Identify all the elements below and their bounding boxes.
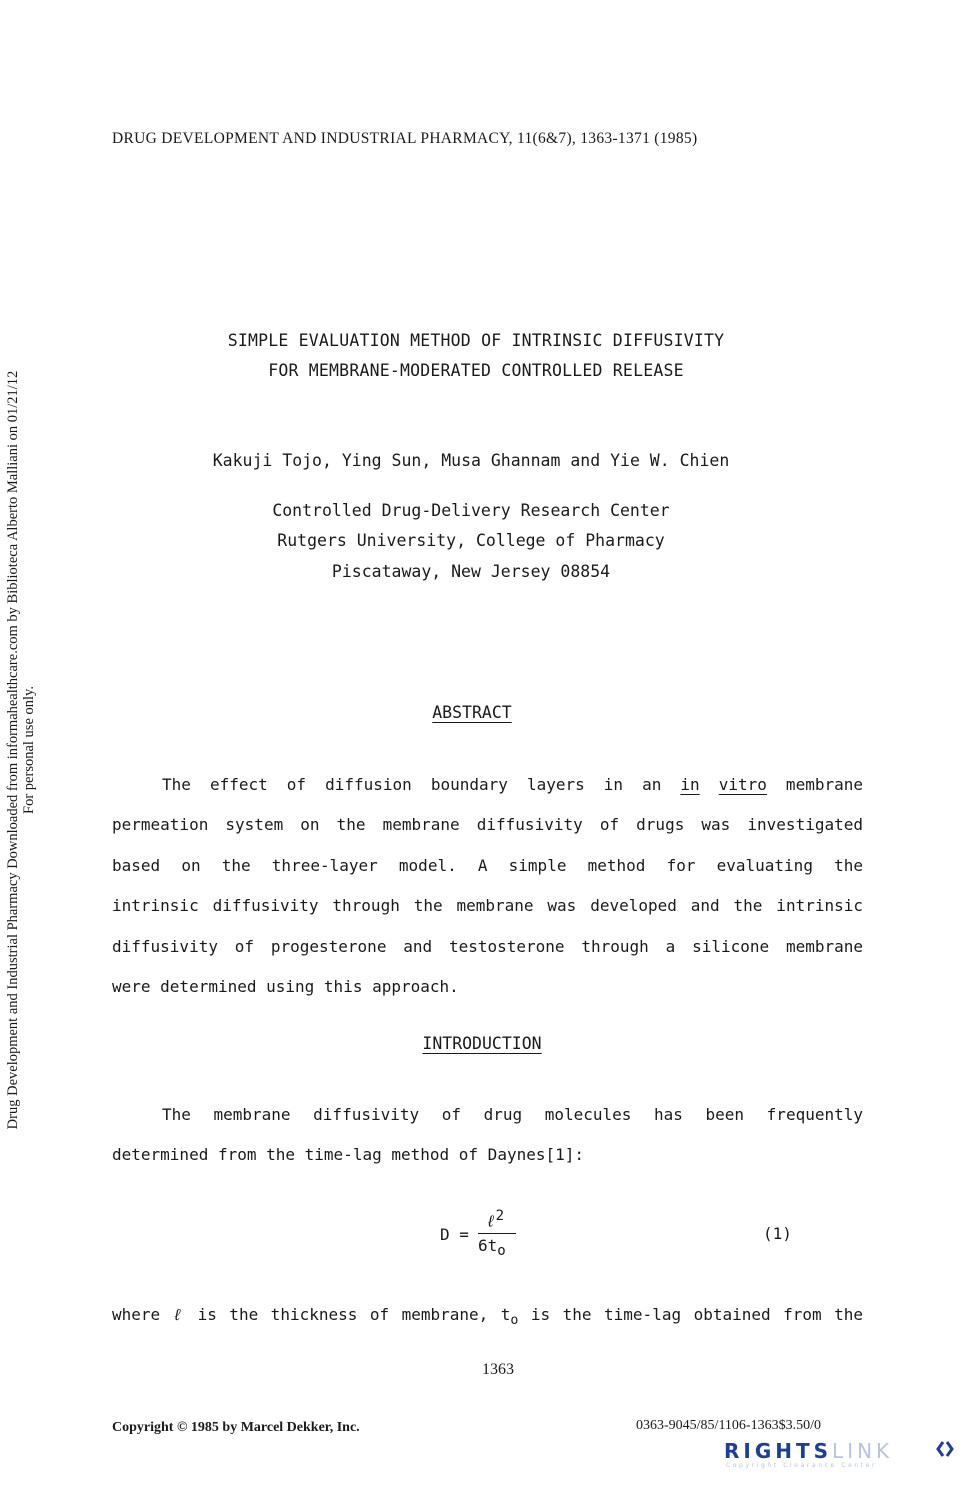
- copyright-notice: Copyright © 1985 by Marcel Dekker, Inc.: [112, 1420, 360, 1435]
- abstract-line-3: based on the three-layer model. A simple method for evaluating the: [112, 856, 863, 875]
- equation-number: (1): [763, 1224, 792, 1243]
- equation-lhs: D =: [440, 1225, 469, 1244]
- article-title-line-1: SIMPLE EVALUATION METHOD OF INTRINSIC DIFFUSIVITY: [227, 331, 725, 350]
- rightslink-arrows-icon: [936, 1440, 954, 1458]
- italic-vitro: vitro: [718, 775, 767, 794]
- download-watermark: [5, 310, 37, 1190]
- intro-line-3: where ℓ is the thickness of membrane, $t_o$ is the time-lag obtained from the: [112, 1305, 864, 1329]
- journal-header: DRUG DEVELOPMENT AND INDUSTRIAL PHARMACY, 11(6&7), 1363-1371 (1985): [112, 130, 698, 147]
- rightslink-brand-a: RIGHTS: [724, 1439, 833, 1463]
- affiliation-line-3: Piscataway, New Jersey 08854: [331, 562, 611, 581]
- fraction-bar: [478, 1233, 516, 1234]
- affiliation-line-1: Controlled Drug-Delivery Research Center: [272, 501, 670, 520]
- intro-line-1: The membrane diffusivity of drug molecules has been frequently: [162, 1105, 863, 1124]
- abstract-line-5: diffusivity of progesterone and testosterone through a silicone membrane: [112, 937, 863, 956]
- rightslink-tagline: Copyright Clearance Center: [726, 1462, 878, 1469]
- equation-denominator: $6t_o$: [478, 1236, 506, 1260]
- introduction-heading: INTRODUCTION: [422, 1034, 542, 1053]
- watermark-line-1: Drug Development and Industrial Pharmacy Downloaded from informahealthcare.com by Biblioteca Alberto Malliani on 01/21/12: [5, 370, 21, 1130]
- issn-code: 0363-9045/85/1106-1363$3.50/0: [636, 1418, 821, 1433]
- abstract-heading: ABSTRACT: [432, 703, 512, 722]
- abstract-line-6: were determined using this approach.: [112, 977, 459, 996]
- rightslink-brand-b: LINK: [832, 1439, 894, 1463]
- abstract-line-4: intrinsic diffusivity through the membrane was developed and the intrinsic: [112, 896, 863, 915]
- abstract-line-1: The effect of diffusion boundary layers in an in vitro membrane: [162, 775, 863, 794]
- affiliation-line-2: Rutgers University, College of Pharmacy: [277, 531, 665, 550]
- rightslink-logo[interactable]: [724, 1439, 956, 1477]
- equation-numerator: ℓ$^2$: [486, 1208, 505, 1231]
- page-number: 1363: [482, 1361, 514, 1378]
- intro-line-2: determined from the time-lag method of Daynes[1]:: [112, 1145, 585, 1164]
- watermark-line-2: For personal use only.: [21, 686, 37, 814]
- article-title-line-2: FOR MEMBRANE-MODERATED CONTROLLED RELEASE: [268, 361, 684, 380]
- italic-in: in: [680, 775, 700, 794]
- author-list: Kakuji Tojo, Ying Sun, Musa Ghannam and Yie W. Chien: [212, 451, 730, 470]
- abstract-line-2: permeation system on the membrane diffusivity of drugs was investigated: [112, 815, 863, 834]
